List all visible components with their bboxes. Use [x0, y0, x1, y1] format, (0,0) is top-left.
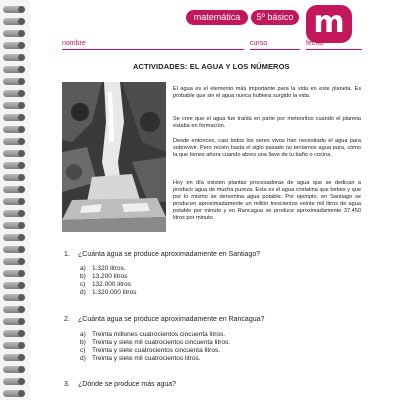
binding-hole — [18, 330, 25, 337]
binding-hole — [18, 30, 25, 37]
name-line — [62, 49, 244, 50]
binding-hole — [18, 258, 25, 265]
binding-hole — [18, 174, 25, 181]
binding-hole — [18, 342, 25, 349]
binding-hole — [18, 318, 25, 325]
course-line — [250, 49, 300, 50]
question-number: 2. — [64, 316, 70, 323]
question-number: 3. — [64, 381, 70, 388]
option-text: 132.000 litros — [92, 281, 132, 288]
binding-hole — [18, 114, 25, 121]
date-line — [306, 49, 362, 50]
binding-hole — [18, 270, 25, 277]
option-label: b) — [80, 339, 86, 346]
binding-hole — [18, 222, 25, 229]
binding-hole — [18, 90, 25, 97]
binding-hole — [18, 282, 25, 289]
course-label: curso — [250, 40, 268, 47]
question-number: 1. — [64, 251, 70, 258]
spiral-binding — [0, 0, 30, 400]
option-label: d) — [80, 355, 86, 362]
paragraph: Desde entonces, casi todos los seres vivos han necesitado el agua para sobrevivir. Pero recién hasta el siglo pasado no teníamos agua pura, cómo la que tienes ahora cuando abres una llave de tu baño o cocina. — [173, 138, 361, 159]
paragraph: El agua es el elemento más importante para la vida en este planeta. Es probable que sin el agua nunca hubiera surgido la vida. — [173, 86, 361, 100]
binding-hole — [18, 198, 25, 205]
paragraph: Hoy en día existen plantas procesadoras de agua que se dedican a producir agua de mucha pureza. Esta es el agua cristalina que bebes y que por lo mismo se denomina agua potable. Por ejemplo, en Santiago se producen aproximadamente un millón trescientos veinte mil litros de agua potable por minuto y en Rancagua se produce aproximadamente 37.450 litros por minuto. — [173, 180, 361, 222]
option-label: c) — [80, 347, 86, 354]
option-label: c) — [80, 281, 86, 288]
option-text: Treinta y siete cuatrocientos cincuenta litros. — [92, 347, 221, 354]
option-label: a) — [80, 265, 86, 272]
binding-hole — [18, 150, 25, 157]
binding-hole — [18, 378, 25, 385]
level-badge: 5º básico — [251, 10, 299, 25]
binding-hole — [18, 18, 25, 25]
binding-hole — [18, 6, 25, 13]
date-label: fecha — [306, 40, 324, 47]
option-text: 13.200 litros — [92, 273, 128, 280]
option-label: b) — [80, 273, 86, 280]
question-text: ¿Dónde se produce más agua? — [78, 381, 177, 388]
binding-hole — [18, 78, 25, 85]
name-label: nombre — [62, 40, 86, 47]
binding-hole — [18, 390, 25, 397]
binding-hole — [18, 210, 25, 217]
page-title: ACTIVIDADES: EL AGUA Y LOS NÚMEROS — [133, 62, 290, 71]
option-text: 1.320.000 litros — [92, 289, 137, 296]
logo-icon: m — [306, 5, 352, 43]
binding-hole — [18, 162, 25, 169]
option-label: a) — [80, 331, 86, 338]
binding-hole — [18, 126, 25, 133]
option-text: 1.320 litros. — [92, 265, 126, 272]
binding-hole — [18, 54, 25, 61]
option-text: Treinta millones cuatrocientos cincuenta litros. — [92, 331, 226, 338]
binding-hole — [18, 138, 25, 145]
binding-hole — [18, 306, 25, 313]
question-text: ¿Cuánta agua se produce aproximadamente en Santiago? — [78, 251, 261, 258]
option-text: Treinta y siete mil cuatrocientos cincuenta litros. — [92, 339, 231, 346]
binding-hole — [18, 366, 25, 373]
waterfall-photo — [62, 82, 166, 232]
binding-hole — [18, 354, 25, 361]
binding-hole — [18, 234, 25, 241]
binding-hole — [18, 246, 25, 253]
binding-hole — [18, 294, 25, 301]
binding-hole — [18, 102, 25, 109]
question-text: ¿Cuánta agua se produce aproximadamente en Rancagua? — [78, 316, 265, 323]
option-text: Treinta y siete mil cuatrocientos litros. — [92, 355, 201, 362]
binding-hole — [18, 66, 25, 73]
waterfall-illustration — [62, 82, 166, 232]
subject-badge: matemática — [186, 10, 248, 25]
binding-hole — [18, 186, 25, 193]
paragraph: Se cree que el agua fue traída en parte por meteoritos cuando el planeta estaba en formación. — [173, 116, 361, 130]
binding-hole — [18, 42, 25, 49]
option-label: d) — [80, 289, 86, 296]
